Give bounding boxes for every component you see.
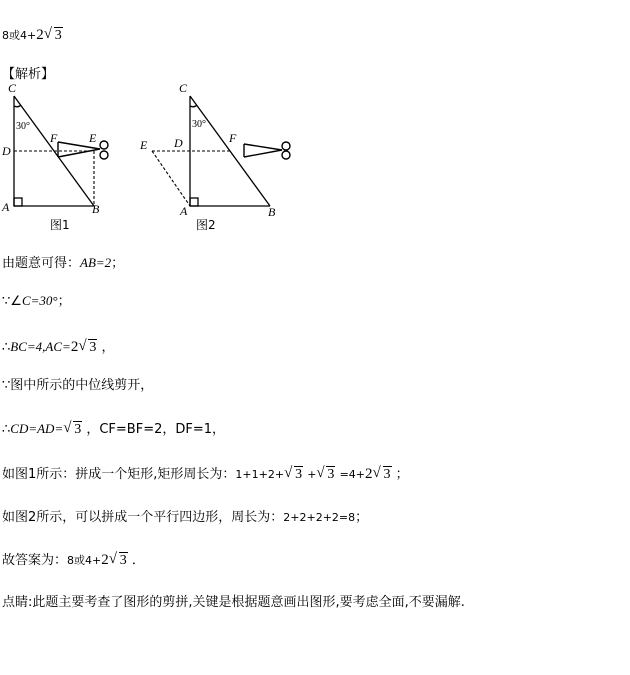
fig1-right-angle <box>14 198 22 206</box>
figure-2 <box>138 78 298 233</box>
solution-line-7: 如图2所示，可以拼成一个平行四边形，周长为：2+2+2+2=8； <box>2 510 369 525</box>
fig2-dash-ea <box>152 151 190 206</box>
solution-line-4: ∵图中所示的中位线剪开， <box>2 378 154 393</box>
fig2-scissors-icon <box>244 142 290 159</box>
fig2-label-A: A <box>180 204 188 218</box>
fig2-label-E: E <box>140 138 148 152</box>
fig2-label-B: B <box>268 205 276 219</box>
sqrt-symbol: √ 3 <box>373 466 392 484</box>
solution-line-8: 故答案为：8或4+2√ 3 ． <box>2 551 145 570</box>
fig2-right-angle <box>190 198 198 206</box>
answer-line: 8或4+2√ 3 <box>2 26 63 45</box>
solution-line-1: 由题意可得：AB=2； <box>2 255 125 271</box>
sqrt-symbol: √ 3 <box>78 339 97 357</box>
fig2-label-D: D <box>174 136 183 150</box>
fig2-label-C: C <box>179 81 188 95</box>
fig2-angle-label: 30° <box>192 119 206 130</box>
sqrt-symbol: √ 3 <box>284 466 303 484</box>
fig2-angle-arc <box>190 105 197 107</box>
section-label: 【解析】 <box>2 67 55 82</box>
solution-line-5: ∴CD=AD=√ 3 ，CF=BF=2，DF=1， <box>2 420 225 439</box>
fig1-scissors-icon <box>58 141 108 159</box>
solution-line-3: ∴BC=4,AC=2√ 3 ， <box>2 338 114 357</box>
fig1-label-C: C <box>8 81 17 95</box>
fig1-label-F: F <box>50 131 58 145</box>
fig1-angle-label: 30° <box>16 121 30 132</box>
fig1-label-E: E <box>89 131 97 145</box>
solution-line-2: ∵∠C=30°； <box>2 293 71 309</box>
solution-line-6: 如图1所示：拼成一个矩形,矩形周长为：1+1+2+√ 3 +√ 3 =4+2√ 3 ； <box>2 465 409 484</box>
fig1-angle-arc <box>14 105 21 107</box>
sqrt-symbol: √ 3 <box>44 27 63 45</box>
solution-line-9: 点睛:此题主要考查了图形的剪拼,关键是根据题意画出图形,要考虑全面,不要漏解. <box>2 595 465 610</box>
fig1-caption: 图1 <box>50 218 70 232</box>
fig1-label-B: B <box>92 202 100 216</box>
fig2-label-F: F <box>229 131 237 145</box>
fig1-label-A: A <box>2 200 10 214</box>
fig2-caption: 图2 <box>196 218 216 232</box>
figure-1 <box>0 78 130 233</box>
sqrt-symbol: √ 3 <box>63 421 82 439</box>
sqrt-symbol: √ 3 <box>316 466 335 484</box>
sqrt-symbol: √ 3 <box>109 552 128 570</box>
fig1-label-D: D <box>2 144 11 158</box>
